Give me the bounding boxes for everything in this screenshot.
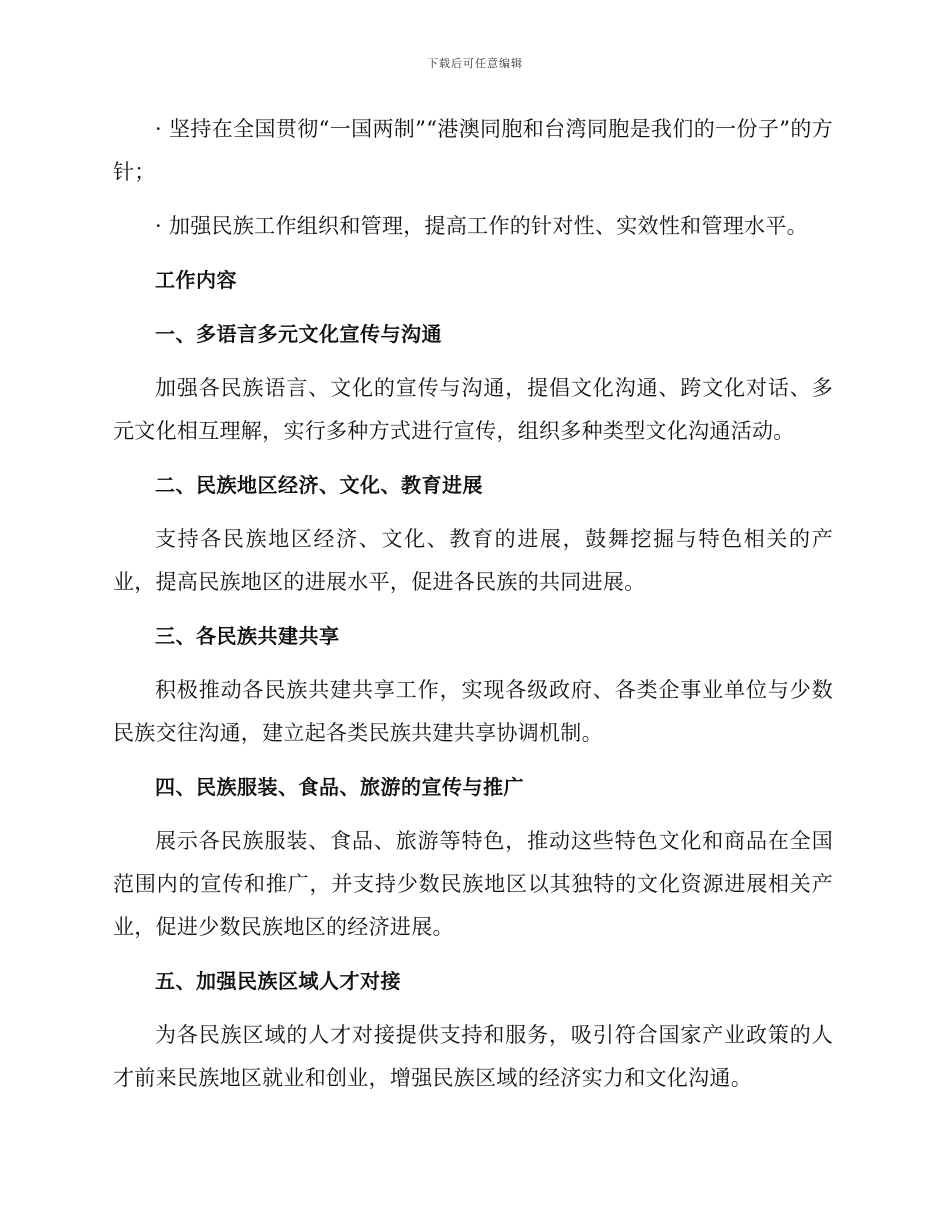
section-title: 工作内容 — [155, 268, 237, 292]
section-paragraph: 加强各民族语言、文化的宣传与沟通，提倡文化沟通、跨文化对话、多元文化相互理解，实行多种方式进行宣传，组织多种类型文化沟通活动。 — [113, 376, 833, 443]
section-paragraph: 积极推动各民族共建共享工作，实现各级政府、各类企事业单位与少数民族交往沟通，建立起各类民族共建共享协调机制。 — [113, 678, 833, 745]
section-heading: 四、民族服装、食品、旅游的宣传与推广 — [155, 775, 524, 799]
section-heading: 二、民族地区经济、文化、教育进展 — [155, 473, 483, 497]
section-paragraph: 支持各民族地区经济、文化、教育的进展，鼓舞挖掘与特色相关的产业，提高民族地区的进展水平，促进各民族的共同进展。 — [113, 527, 833, 594]
section-heading: 五、加强民族区域人才对接 — [155, 969, 401, 993]
section-paragraph: 为各民族区域的人才对接提供支持和服务，吸引符合国家产业政策的人才前来民族地区就业和创业，增强民族区域的经济实力和文化沟通。 — [113, 1023, 833, 1090]
page-header: 下载后可任意编辑 — [427, 57, 523, 70]
document-body — [113, 108, 833, 1111]
bullet-paragraph: · 坚持在全国贯彻“一国两制”“港澳同胞和台湾同胞是我们的一份子”的方针； — [113, 117, 833, 184]
section-heading: 一、多语言多元文化宣传与沟通 — [155, 322, 442, 346]
section-paragraph: 展示各民族服装、食品、旅游等特色，推动这些特色文化和商品在全国范围内的宣传和推广，并支持少数民族地区以其独特的文化资源进展相关产业，促进少数民族地区的经济进展。 — [113, 829, 833, 939]
bullet-paragraph: · 加强民族工作组织和管理，提高工作的针对性、实效性和管理水平。 — [155, 214, 808, 238]
section-heading: 三、各民族共建共享 — [155, 624, 340, 648]
